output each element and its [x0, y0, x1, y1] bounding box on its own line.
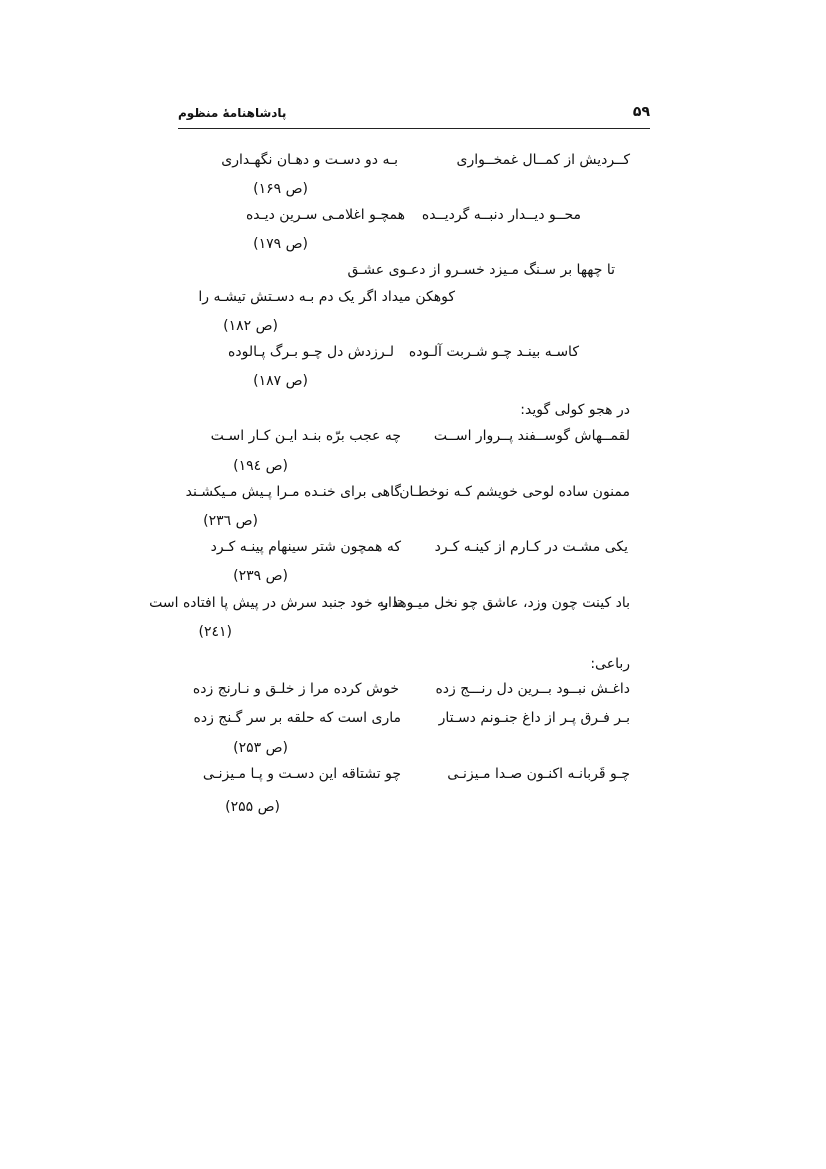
citation-10: (ص ۲۵۵) [225, 799, 280, 815]
verse-9-right: داغـش نبــود بــرین دل رنـــج زده [435, 681, 630, 697]
citation-3: (ص ۱۸۲) [223, 318, 278, 334]
verse-1-left: بـه دو دسـت و دهـان نگهـداری [221, 152, 398, 168]
verse-5-left: چه عجب برّه بنـد ایـن کـار اسـت [210, 428, 401, 444]
verse-7-right: یکی مشـت در کـارم از کینـه کـرد [434, 539, 628, 555]
page-number: ۵۹ [632, 104, 650, 120]
verse-3-second: کوهکن میداد اگر یک دم بـه دسـتش تیشـه را [198, 289, 455, 305]
citation-5: (ص ۱۹٤) [233, 458, 288, 474]
verse-4-left: لـرزدش دل چـو بـرگ پـالوده [228, 344, 394, 360]
section-heading-1: در هجو کولی گوید: [520, 402, 630, 418]
verse-6-right: ممنون ساده لوحی خویشم کـه نوخطـان [399, 484, 630, 500]
citation-9: (ص ۲۵۳) [233, 740, 288, 756]
verse-4-right: کاسـه بینـد چـو شـربت آلـوده [408, 344, 579, 360]
citation-2: (ص ۱۷۹) [253, 236, 308, 252]
verse-11-right: چـو قَربانـه اکنـون صـدا مـیزنـی [447, 766, 630, 782]
verse-2-right: محــو دیــدار دنبــه گردیــده [421, 207, 581, 223]
verse-8-left: تا به خود جنبد سرش در پیش پا افتاده است [149, 595, 401, 611]
verse-10-right: بـر فـرق پـر از داغ جنـونم دسـتار [438, 710, 630, 726]
verse-11-left: چو تشتاقه این دسـت و پـا مـیزنـی [202, 766, 401, 782]
verse-3-first: تا چهها بر سـنگ مـیزد خسـرو از دعـوی عشـق [347, 262, 615, 278]
verse-5-right: لقمــهاش گوســفند پــروار اســت [433, 428, 630, 444]
page-header [178, 104, 650, 129]
verse-10-left: ماری است که حلقه بر سر گـنج زده [193, 710, 401, 726]
verse-1-right: کــردیش از کمــال غمخــواری [456, 152, 630, 168]
verse-8-right: باد کینت چون وزد، عاشق چو نخل میـوهدار [381, 595, 630, 611]
verse-2-left: همچـو اغلامـی سـرین دیـده [245, 207, 405, 223]
running-title: پادشاهنامهٔ منظوم [178, 106, 287, 120]
citation-1: (ص ۱۶۹) [253, 181, 308, 197]
citation-7: (ص ۲۳۹) [233, 568, 288, 584]
section-heading-2: رباعی: [590, 656, 630, 672]
citation-4: (ص ۱۸۷) [253, 373, 308, 389]
verse-9-left: خوش کرده مرا ز خلـق و نـارنج زده [192, 681, 399, 697]
verse-7-left: که همچون شتر سینهام پینـه کـرد [210, 539, 401, 555]
citation-8: (۲٤۱) [198, 624, 232, 640]
verse-6-left: گاهی برای خنـده مـرا پـیش مـیکشـند [185, 484, 401, 500]
citation-6: (ص ۲۳٦) [203, 513, 258, 529]
